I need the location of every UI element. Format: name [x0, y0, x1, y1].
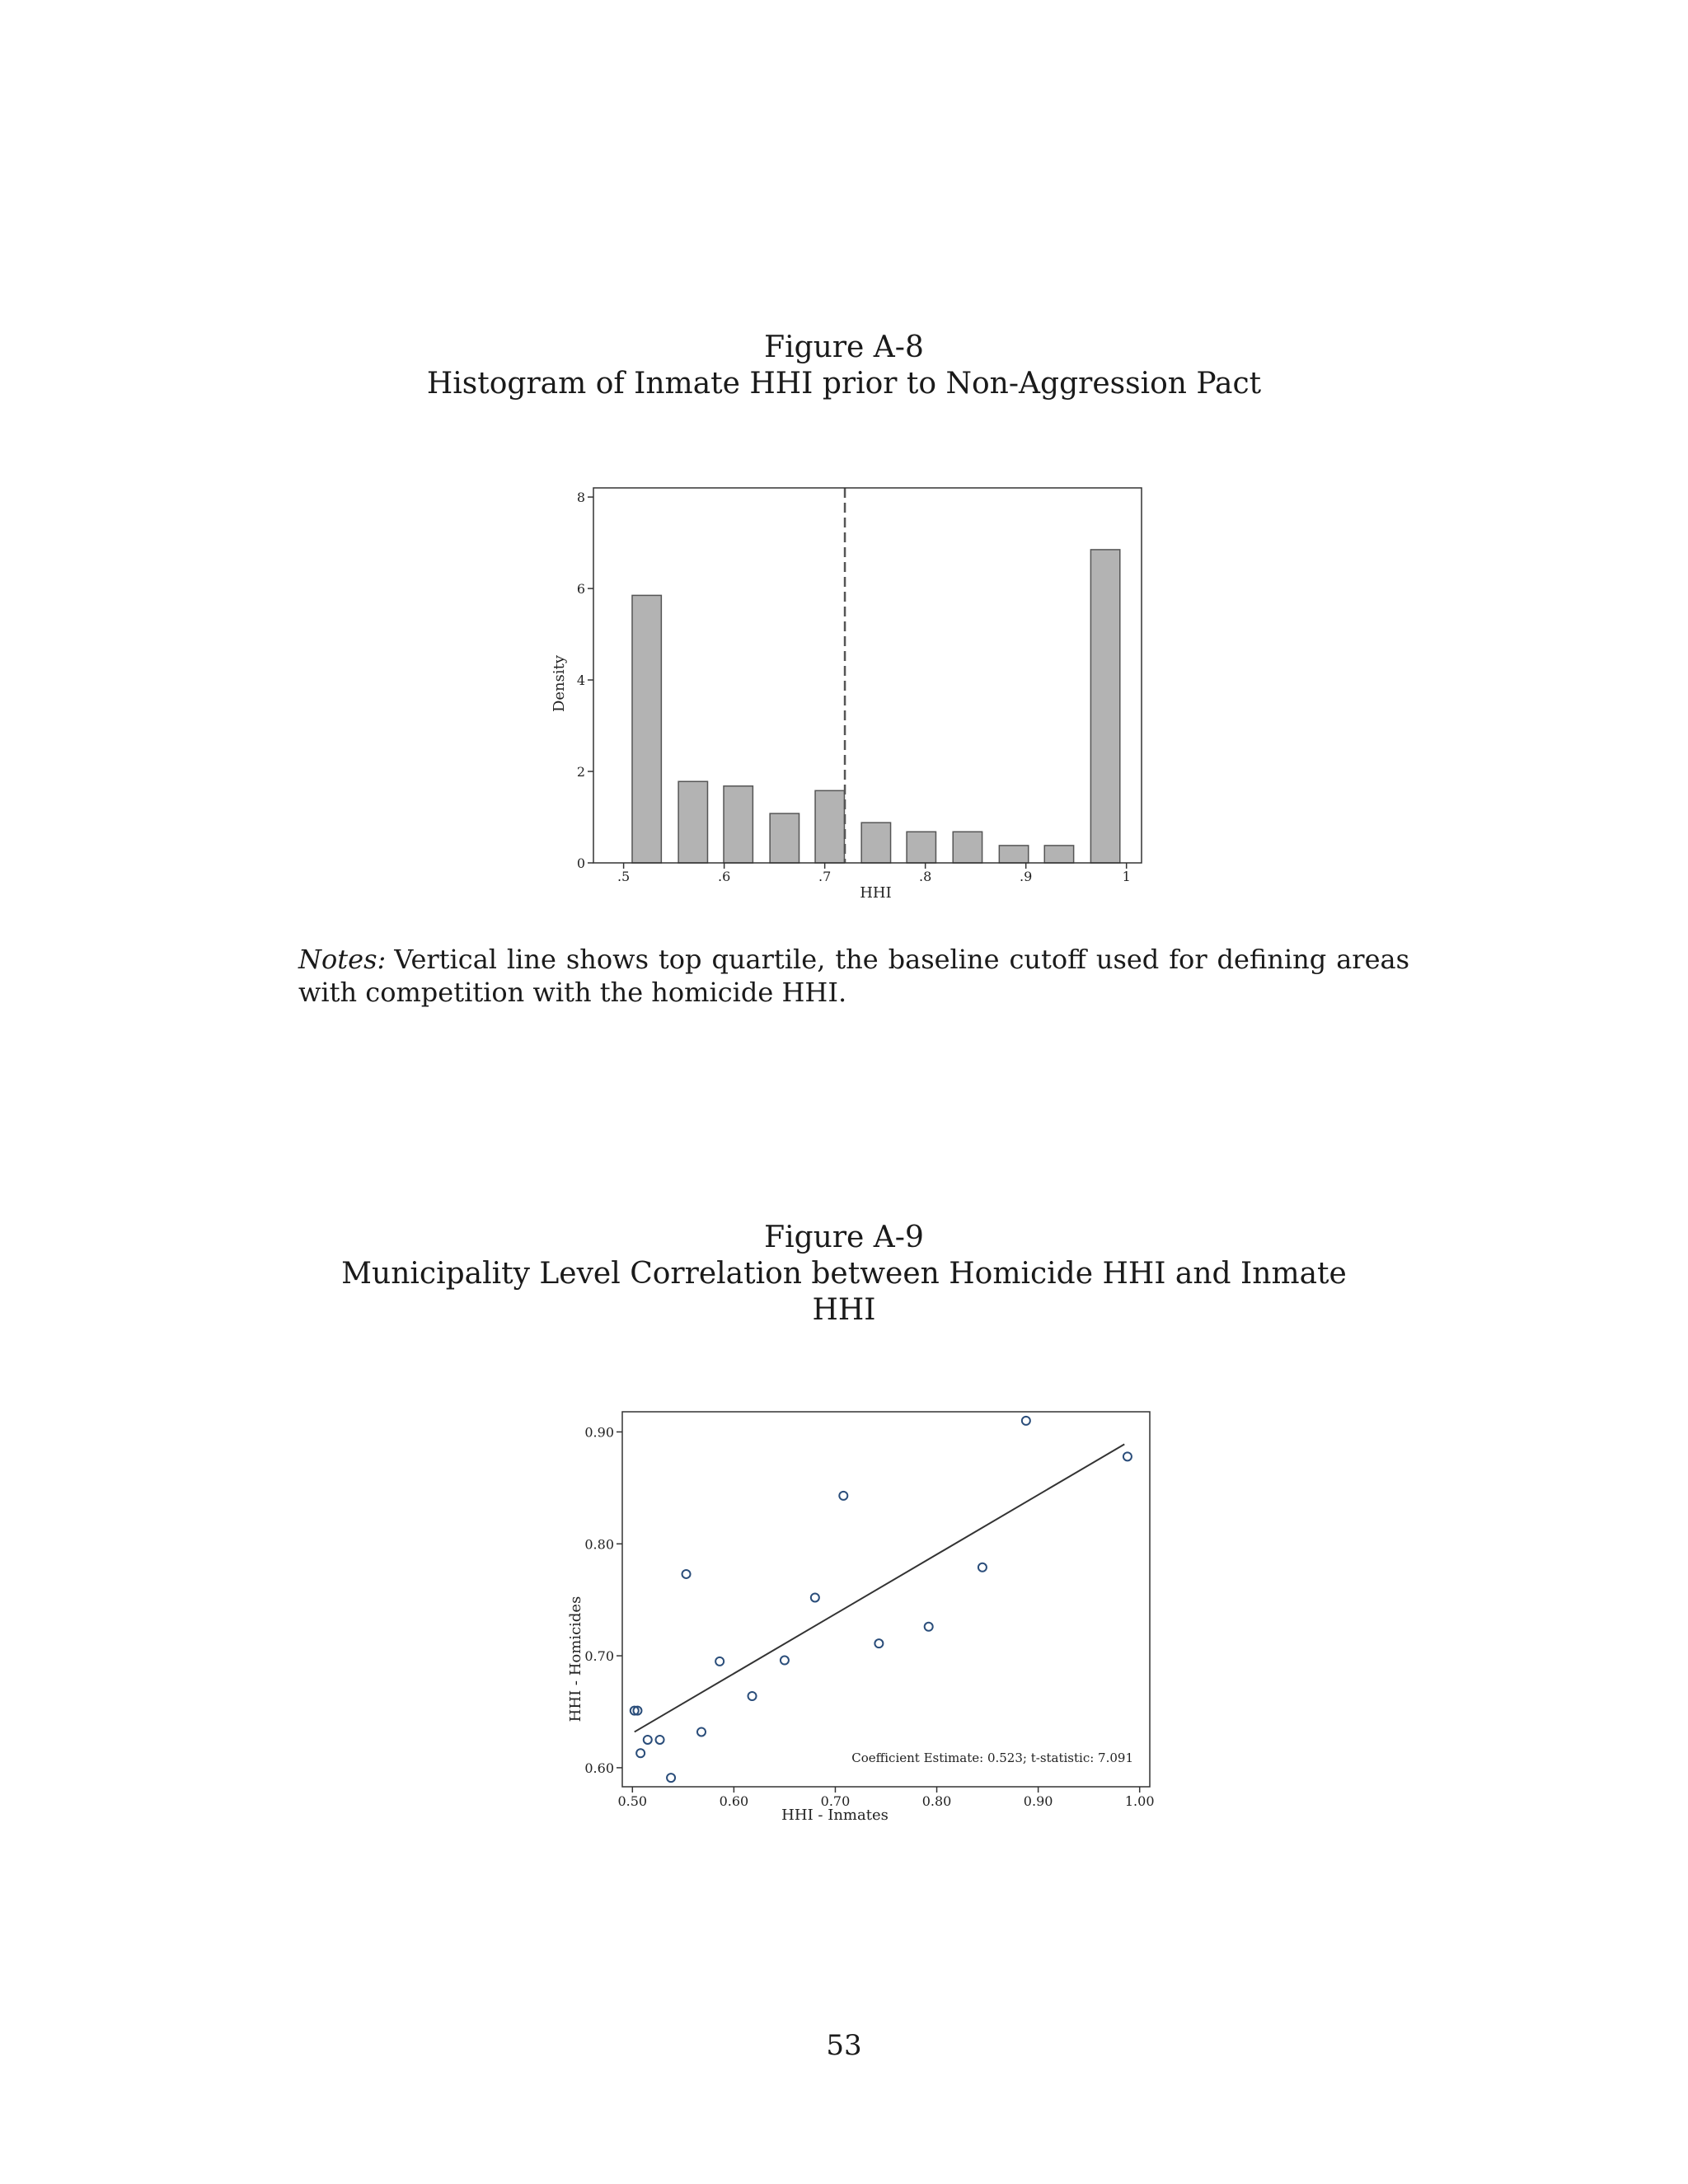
- scatter-point: [667, 1774, 675, 1782]
- y-tick-label: 6: [576, 581, 585, 598]
- histogram-chart: [544, 474, 1154, 902]
- figure-a8-caption: [0, 330, 1688, 402]
- y-axis-label: Density: [551, 654, 568, 713]
- y-tick-label: 0.60: [584, 1760, 614, 1776]
- histogram-bar: [1044, 846, 1073, 863]
- histogram-bar: [907, 832, 935, 863]
- y-axis-label: HHI - Homicides: [567, 1596, 584, 1722]
- scatter-point: [656, 1736, 664, 1744]
- fit-line: [635, 1444, 1124, 1732]
- figure-a9-title-line2: HHI: [812, 1293, 876, 1327]
- x-tick-label: 1: [1122, 869, 1131, 884]
- x-tick-label: .9: [1020, 869, 1033, 884]
- scatter-point: [644, 1736, 652, 1744]
- scatter-point: [978, 1563, 987, 1572]
- plot-frame: [622, 1412, 1150, 1787]
- histogram-bar: [953, 832, 982, 863]
- x-tick-label: .8: [919, 869, 932, 884]
- figure-notes: [298, 943, 1409, 1009]
- y-tick-label: 0.90: [584, 1424, 614, 1441]
- scatter-point: [874, 1639, 883, 1647]
- scatter-chart: [560, 1401, 1170, 1846]
- x-tick-label: .5: [617, 869, 631, 884]
- figure-a9-title-line1: Municipality Level Correlation between Homicide HHI and Inmate: [341, 1257, 1347, 1291]
- histogram-bar: [724, 786, 753, 863]
- y-tick-label: 0: [576, 855, 585, 871]
- histogram-bar: [678, 781, 707, 863]
- x-tick-label: 1.00: [1124, 1793, 1155, 1809]
- plot-frame: [593, 488, 1142, 863]
- x-tick-label: .6: [717, 869, 731, 884]
- y-tick-label: 0.70: [584, 1648, 614, 1665]
- histogram-bar: [1090, 550, 1119, 863]
- scatter-point: [715, 1657, 724, 1666]
- x-tick-label: .7: [818, 869, 832, 884]
- scatter-point: [697, 1727, 706, 1736]
- coefficient-annotation: Coefficient Estimate: 0.523; t-statistic: 7.091: [851, 1750, 1133, 1765]
- x-tick-label: 0.90: [1023, 1793, 1053, 1809]
- figure-a8-title: Histogram of Inmate HHI prior to Non-Aggression Pact: [426, 367, 1262, 401]
- scatter-point: [925, 1623, 933, 1631]
- scatter-point: [748, 1692, 757, 1700]
- histogram-bar: [632, 595, 661, 863]
- y-tick-label: 8: [576, 490, 585, 506]
- page-number: 53: [826, 2029, 862, 2062]
- figure-a9-caption: [0, 1220, 1688, 1329]
- histogram-bar: [999, 846, 1028, 863]
- notes-text: Vertical line shows top quartile, the baseline cutoff used for defining areas with competition with the homicide HHI.: [298, 944, 1409, 1008]
- scatter-point: [811, 1593, 819, 1601]
- y-tick-label: 0.80: [584, 1536, 614, 1553]
- x-tick-label: 0.50: [617, 1793, 648, 1809]
- x-tick-label: 0.70: [820, 1793, 851, 1809]
- y-tick-label: 4: [576, 673, 585, 689]
- scatter-point: [682, 1570, 691, 1578]
- y-tick-label: 2: [576, 764, 585, 780]
- figure-a9-number: Figure A-9: [764, 1221, 924, 1254]
- scatter-point: [781, 1657, 789, 1665]
- histogram-bar: [815, 790, 844, 863]
- x-axis-label: HHI: [860, 884, 892, 902]
- scatter-point: [636, 1749, 645, 1757]
- histogram-bar: [861, 823, 890, 863]
- x-axis-label: HHI - Inmates: [781, 1807, 889, 1824]
- x-tick-label: 0.80: [921, 1793, 952, 1809]
- notes-label: Notes:: [298, 944, 387, 975]
- figure-a8-number: Figure A-8: [764, 330, 924, 364]
- scatter-point: [1123, 1452, 1132, 1460]
- x-tick-label: 0.60: [719, 1793, 749, 1809]
- scatter-point: [1022, 1417, 1030, 1425]
- scatter-point: [839, 1492, 847, 1500]
- histogram-bar: [770, 813, 799, 863]
